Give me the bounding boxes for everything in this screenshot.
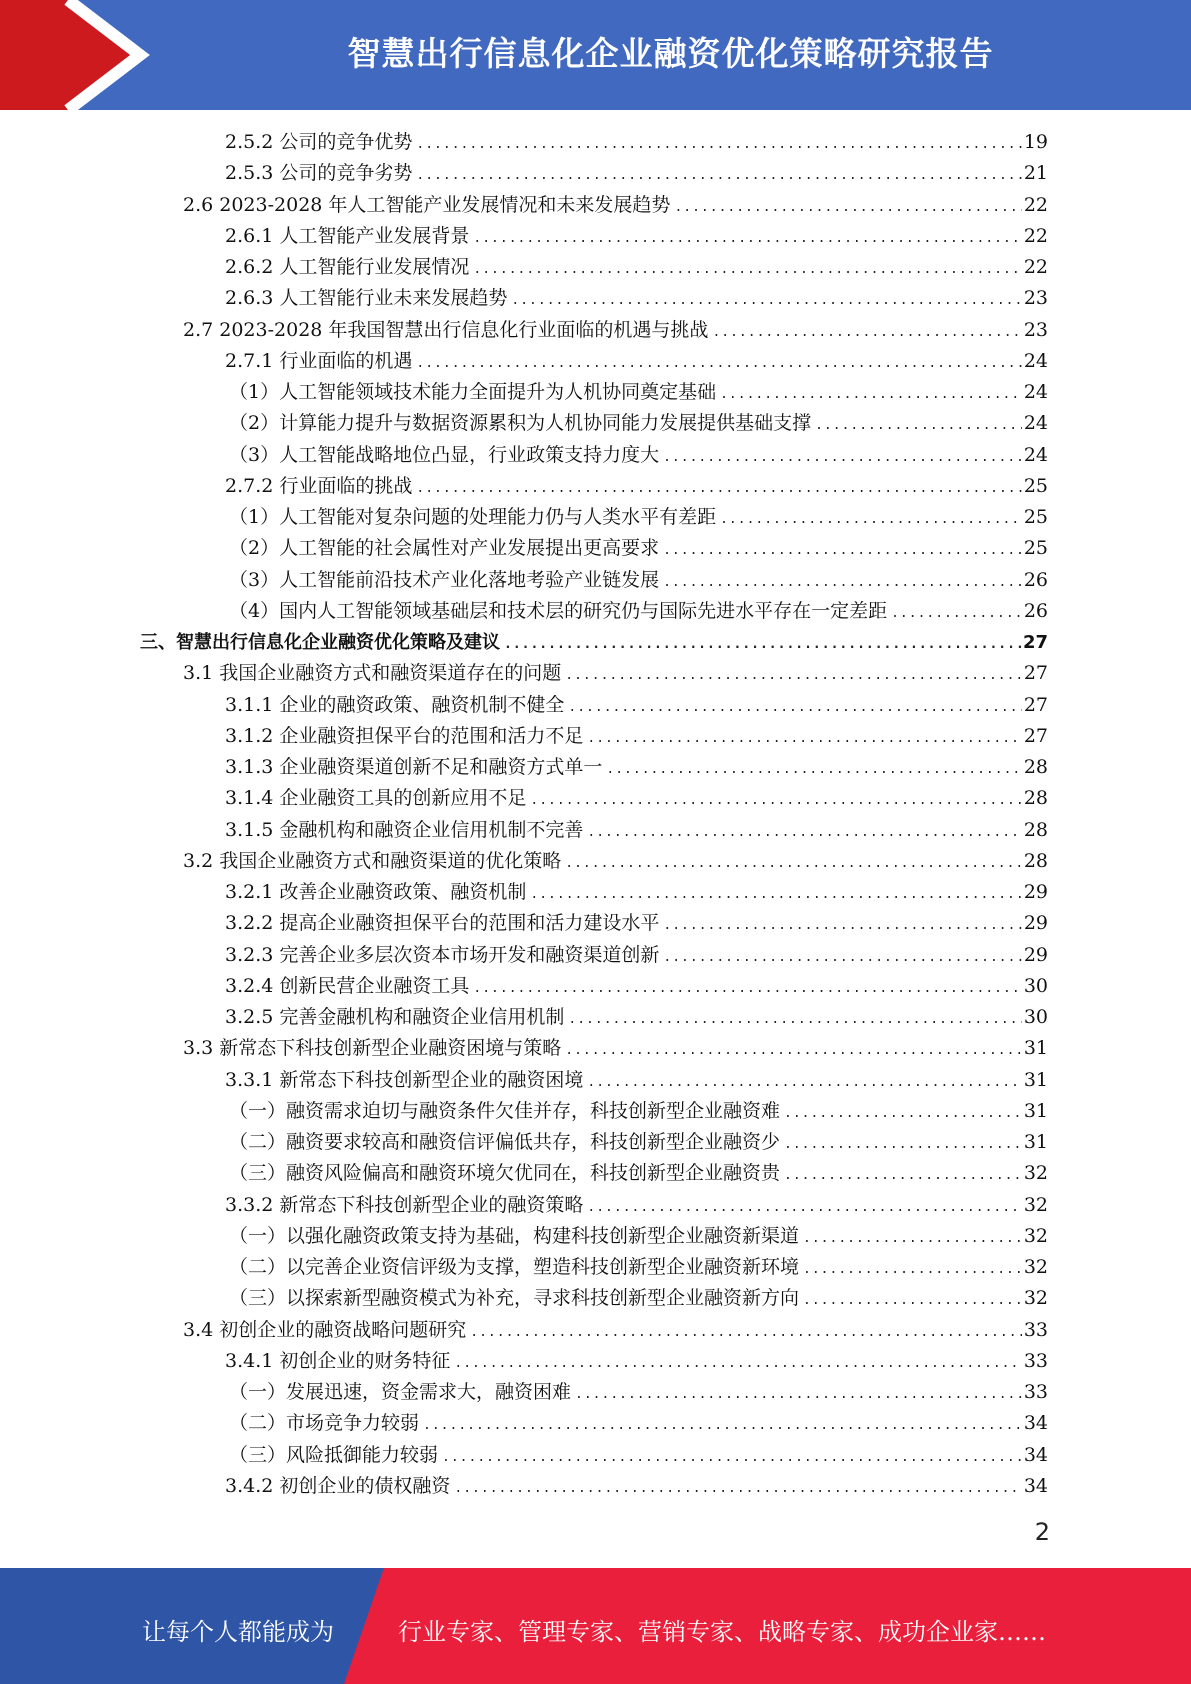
- toc-entry[interactable]: [183, 846, 1048, 877]
- toc-dot-leader: [565, 1035, 1022, 1066]
- toc-dot-leader: [803, 1285, 1022, 1316]
- toc-entry-title: （三）以探索新型融资模式为补充，寻求科技创新型企业融资新方向: [229, 1287, 800, 1310]
- toc-entry[interactable]: [225, 721, 1048, 752]
- toc-entry-page: 29: [1023, 912, 1048, 935]
- toc-entry-page: 29: [1023, 943, 1048, 966]
- toc-entry-title: （4）国内人工智能领域基础层和技术层的研究仍与国际先进水平存在一定差距: [229, 599, 888, 622]
- toc-entry-page: 33: [1023, 1349, 1048, 1372]
- toc-dot-leader: [530, 879, 1021, 910]
- toc-dot-leader: [587, 1067, 1021, 1098]
- toc-dot-leader: [784, 1160, 1022, 1191]
- toc-entry-title: （2）人工智能的社会属性对产业发展提出更高要求: [229, 537, 660, 560]
- toc-entry[interactable]: [225, 1190, 1048, 1221]
- toc-entry-title: 3.2.5 完善金融机构和融资企业信用机制: [225, 1006, 565, 1028]
- page-header: [0, 0, 1191, 110]
- toc-dot-leader: [416, 473, 1021, 504]
- toc-entry-title: 3.3.1 新常态下科技创新型企业的融资困境: [225, 1068, 584, 1091]
- toc-entry-title: 2.6.3 人工智能行业未来发展趋势: [225, 287, 508, 310]
- toc-entry-title: （2）计算能力提升与数据资源累积为人机协同能力发展提供基础支撑: [229, 412, 812, 435]
- toc-entry[interactable]: [183, 315, 1048, 346]
- toc-dot-leader: [575, 1379, 1022, 1410]
- toc-dot-leader: [568, 692, 1021, 723]
- toc-entry-page: 27: [1023, 662, 1048, 685]
- toc-entry-title: 3.1.4 企业融资工具的创新应用不足: [225, 787, 527, 810]
- toc-entry[interactable]: [225, 471, 1048, 502]
- toc-dot-leader: [416, 129, 1021, 160]
- toc-dot-leader: [454, 1348, 1021, 1379]
- toc-entry-title: （二）融资要求较高和融资信评偏低共存，科技创新型企业融资少: [229, 1131, 781, 1153]
- toc-entry[interactable]: [229, 596, 1048, 627]
- toc-entry[interactable]: [225, 346, 1048, 377]
- toc-dot-leader: [663, 910, 1021, 941]
- toc-entry-title: 2.7.1 行业面临的机遇: [225, 349, 413, 372]
- toc-entry-title: （三）风险抵御能力较弱: [229, 1443, 439, 1466]
- toc-dot-leader: [663, 942, 1021, 973]
- toc-dot-leader: [504, 629, 1021, 660]
- toc-dot-leader: [470, 1317, 1022, 1348]
- toc-entry-page: 23: [1023, 318, 1048, 341]
- toc-entry-page: 21: [1023, 162, 1048, 185]
- toc-entry[interactable]: [225, 158, 1048, 189]
- toc-entry[interactable]: [225, 221, 1048, 252]
- toc-entry[interactable]: [229, 1221, 1048, 1252]
- toc-entry-page: 24: [1023, 381, 1048, 403]
- header-red-arrow: [0, 0, 140, 110]
- toc-entry-page: 31: [1023, 1037, 1048, 1060]
- toc-entry-title: （二）市场竞争力较弱: [229, 1412, 420, 1435]
- toc-entry-title: 3.1.1 企业的融资政策、融资机制不健全: [225, 693, 565, 716]
- toc-entry-page: 24: [1023, 412, 1048, 435]
- toc-dot-leader: [720, 504, 1022, 535]
- toc-entry-title: 2.5.3 公司的竞争劣势: [225, 162, 413, 185]
- toc-dot-leader: [473, 223, 1021, 254]
- toc-entry-page: 28: [1023, 756, 1048, 778]
- toc-entry[interactable]: [229, 1440, 1048, 1471]
- toc-entry[interactable]: [225, 690, 1048, 721]
- toc-dot-leader: [663, 567, 1022, 598]
- toc-dot-leader: [803, 1254, 1022, 1285]
- toc-entry-page: 33: [1023, 1318, 1048, 1341]
- toc-entry-page: 31: [1023, 1068, 1048, 1091]
- toc-entry-page: 19: [1023, 131, 1048, 153]
- toc-entry[interactable]: [229, 502, 1048, 533]
- toc-entry[interactable]: [225, 752, 1048, 783]
- toc-entry-title: （一）发展迅速，资金需求大，融资困难: [229, 1381, 572, 1403]
- toc-entry-title: （3）人工智能前沿技术产业化落地考验产业链发展: [229, 568, 660, 591]
- toc-entry-title: （1）人工智能领域技术能力全面提升为人机协同奠定基础: [229, 381, 717, 403]
- toc-dot-leader: [473, 254, 1021, 285]
- toc-dot-leader: [587, 723, 1021, 754]
- toc-entry-title: 2.6.1 人工智能产业发展背景: [225, 224, 470, 247]
- toc-entry[interactable]: [229, 1127, 1048, 1158]
- toc-entry-page: 25: [1023, 474, 1048, 497]
- toc-entry[interactable]: [225, 815, 1048, 846]
- toc-dot-leader: [606, 754, 1021, 785]
- footer-slogan-left: 让每个人都能成为: [142, 1618, 334, 1646]
- toc-dot-leader: [587, 817, 1021, 848]
- toc-entry-title: （二）以完善企业资信评级为支撑，塑造科技创新型企业融资新环境: [229, 1256, 800, 1278]
- toc-entry-page: 26: [1023, 599, 1048, 622]
- toc-entry-page: 32: [1023, 1287, 1048, 1310]
- toc-dot-leader: [674, 192, 1021, 223]
- toc-entry-title: 3.3 新常态下科技创新型企业融资困境与策略: [183, 1037, 562, 1060]
- toc-entry[interactable]: [229, 565, 1048, 596]
- toc-entry-title: 2.6 2023-2028 年人工智能产业发展情况和未来发展趋势: [183, 193, 671, 216]
- toc-entry-title: 2.7 2023-2028 年我国智慧出行信息化行业面临的机遇与挑战: [183, 318, 709, 341]
- page-number: 2: [1034, 1518, 1050, 1546]
- toc-entry-title: （一）以强化融资政策支持为基础，构建科技创新型企业融资新渠道: [229, 1224, 800, 1247]
- toc-entry-page: 26: [1023, 568, 1048, 591]
- toc-entry[interactable]: [183, 1315, 1048, 1346]
- toc-entry-title: 2.5.2 公司的竞争优势: [225, 131, 413, 153]
- toc-entry-title: 3.2.2 提高企业融资担保平台的范围和活力建设水平: [225, 912, 660, 935]
- toc-entry[interactable]: [225, 940, 1048, 971]
- toc-dot-leader: [530, 785, 1021, 816]
- toc-entry[interactable]: [225, 971, 1048, 1002]
- toc-entry-page: 27: [1022, 632, 1048, 653]
- toc-entry-page: 22: [1023, 224, 1048, 247]
- toc-entry-title: 3.2.3 完善企业多层次资本市场开发和融资渠道创新: [225, 943, 660, 966]
- toc-entry[interactable]: [225, 127, 1048, 158]
- toc-dot-leader: [416, 348, 1021, 379]
- toc-entry[interactable]: [140, 627, 1048, 658]
- toc-entry-page: 30: [1023, 1006, 1048, 1028]
- toc-entry-title: （1）人工智能对复杂问题的处理能力仍与人类水平有差距: [229, 506, 717, 528]
- toc-entry-title: 2.6.2 人工智能行业发展情况: [225, 256, 470, 278]
- toc-entry-page: 24: [1023, 443, 1048, 466]
- toc-entry-page: 25: [1023, 537, 1048, 560]
- toc-entry-page: 32: [1023, 1256, 1048, 1278]
- toc-entry-page: 31: [1023, 1131, 1048, 1153]
- toc-entry[interactable]: [225, 1002, 1048, 1033]
- toc-dot-leader: [712, 317, 1021, 348]
- toc-entry-page: 32: [1023, 1193, 1048, 1216]
- toc-entry[interactable]: [183, 658, 1048, 689]
- toc-dot-leader: [587, 1192, 1021, 1223]
- toc-dot-leader: [416, 160, 1021, 191]
- toc-entry-title: 3.4 初创企业的融资战略问题研究: [183, 1318, 467, 1341]
- toc-entry-page: 27: [1023, 724, 1048, 747]
- page-footer: [0, 1568, 1191, 1684]
- toc-entry-title: 3.2.1 改善企业融资政策、融资机制: [225, 881, 527, 903]
- toc-entry[interactable]: [229, 377, 1048, 408]
- toc-dot-leader: [565, 848, 1022, 879]
- toc-dot-leader: [473, 973, 1021, 1004]
- toc-entry[interactable]: [225, 283, 1048, 314]
- toc-dot-leader: [423, 1410, 1022, 1441]
- toc-entry-title: 3.1.5 金融机构和融资企业信用机制不完善: [225, 818, 584, 841]
- toc-entry-page: 25: [1023, 506, 1048, 528]
- toc-entry-page: 34: [1023, 1412, 1048, 1435]
- toc-entry-page: 32: [1023, 1162, 1048, 1185]
- toc-entry[interactable]: [229, 1158, 1048, 1189]
- toc-entry[interactable]: [229, 1408, 1048, 1439]
- toc-entry[interactable]: [229, 533, 1048, 564]
- toc-dot-leader: [784, 1129, 1022, 1160]
- toc-dot-leader: [815, 410, 1022, 441]
- toc-entry-page: 28: [1023, 849, 1048, 872]
- toc-entry-page: 27: [1023, 693, 1048, 716]
- toc-dot-leader: [891, 598, 1022, 629]
- toc-entry[interactable]: [225, 908, 1048, 939]
- toc-entry-page: 24: [1023, 349, 1048, 372]
- toc-entry-title: 3.1 我国企业融资方式和融资渠道存在的问题: [183, 662, 562, 685]
- toc-entry-title: 3.1.2 企业融资担保平台的范围和活力不足: [225, 724, 584, 747]
- toc-entry-page: 22: [1023, 193, 1048, 216]
- toc-entry-page: 33: [1023, 1381, 1048, 1403]
- toc-entry-page: 29: [1023, 881, 1048, 903]
- toc-entry[interactable]: [229, 1283, 1048, 1314]
- toc-entry[interactable]: [229, 1377, 1048, 1408]
- toc-entry-title: 3.3.2 新常态下科技创新型企业的融资策略: [225, 1193, 584, 1216]
- toc-dot-leader: [663, 535, 1022, 566]
- toc-entry[interactable]: [229, 440, 1048, 471]
- toc-dot-leader: [454, 1473, 1021, 1504]
- toc-entry-page: 34: [1023, 1474, 1048, 1497]
- toc-entry[interactable]: [225, 877, 1048, 908]
- toc-entry-page: 23: [1023, 287, 1048, 310]
- toc-entry-page: 34: [1023, 1443, 1048, 1466]
- toc-entry[interactable]: [229, 408, 1048, 439]
- document-title: 智慧出行信息化企业融资优化策略研究报告: [347, 34, 994, 73]
- toc-entry[interactable]: [225, 1471, 1048, 1502]
- toc-dot-leader: [663, 442, 1022, 473]
- toc-dot-leader: [784, 1098, 1022, 1129]
- toc-dot-leader: [565, 660, 1022, 691]
- toc-entry-title: 3.4.2 初创企业的债权融资: [225, 1474, 451, 1497]
- toc-entry-page: 28: [1023, 818, 1048, 841]
- toc-entry-page: 22: [1023, 256, 1048, 278]
- toc-dot-leader: [511, 285, 1021, 316]
- toc-entry-title: 3.2.4 创新民营企业融资工具: [225, 974, 470, 997]
- toc-entry-title: （三）融资风险偏高和融资环境欠优同在，科技创新型企业融资贵: [229, 1162, 781, 1185]
- toc-dot-leader: [803, 1223, 1022, 1254]
- toc-entry-title: 3.4.1 初创企业的财务特征: [225, 1349, 451, 1372]
- toc-entry[interactable]: [183, 190, 1048, 221]
- toc-entry[interactable]: [225, 1065, 1048, 1096]
- toc-entry-page: 30: [1023, 974, 1048, 997]
- toc-entry[interactable]: [229, 1252, 1048, 1283]
- toc-entry-title: 2.7.2 行业面临的挑战: [225, 474, 413, 497]
- toc-entry-page: 32: [1023, 1224, 1048, 1247]
- toc-entry[interactable]: [225, 783, 1048, 814]
- footer-slogan-right: 行业专家、管理专家、营销专家、战略专家、成功企业家……: [398, 1618, 1046, 1646]
- toc-entry[interactable]: [225, 252, 1048, 283]
- toc-entry[interactable]: [183, 1033, 1048, 1064]
- toc-dot-leader: [442, 1442, 1022, 1473]
- toc-entry-title: 3.2 我国企业融资方式和融资渠道的优化策略: [183, 849, 562, 872]
- toc-entry-title: （一）融资需求迫切与融资条件欠佳并存，科技创新型企业融资难: [229, 1099, 781, 1122]
- toc-entry[interactable]: [225, 1346, 1048, 1377]
- toc-entry-title: 三、智慧出行信息化企业融资优化策略及建议: [140, 632, 500, 653]
- toc-entry-title: 3.1.3 企业融资渠道创新不足和融资方式单一: [225, 756, 603, 778]
- toc-entry[interactable]: [229, 1096, 1048, 1127]
- toc-entry-title: （3）人工智能战略地位凸显，行业政策支持力度大: [229, 443, 660, 466]
- toc-entry-page: 31: [1023, 1099, 1048, 1122]
- toc-dot-leader: [568, 1004, 1021, 1035]
- toc-entry-page: 28: [1023, 787, 1048, 810]
- toc-dot-leader: [720, 379, 1022, 410]
